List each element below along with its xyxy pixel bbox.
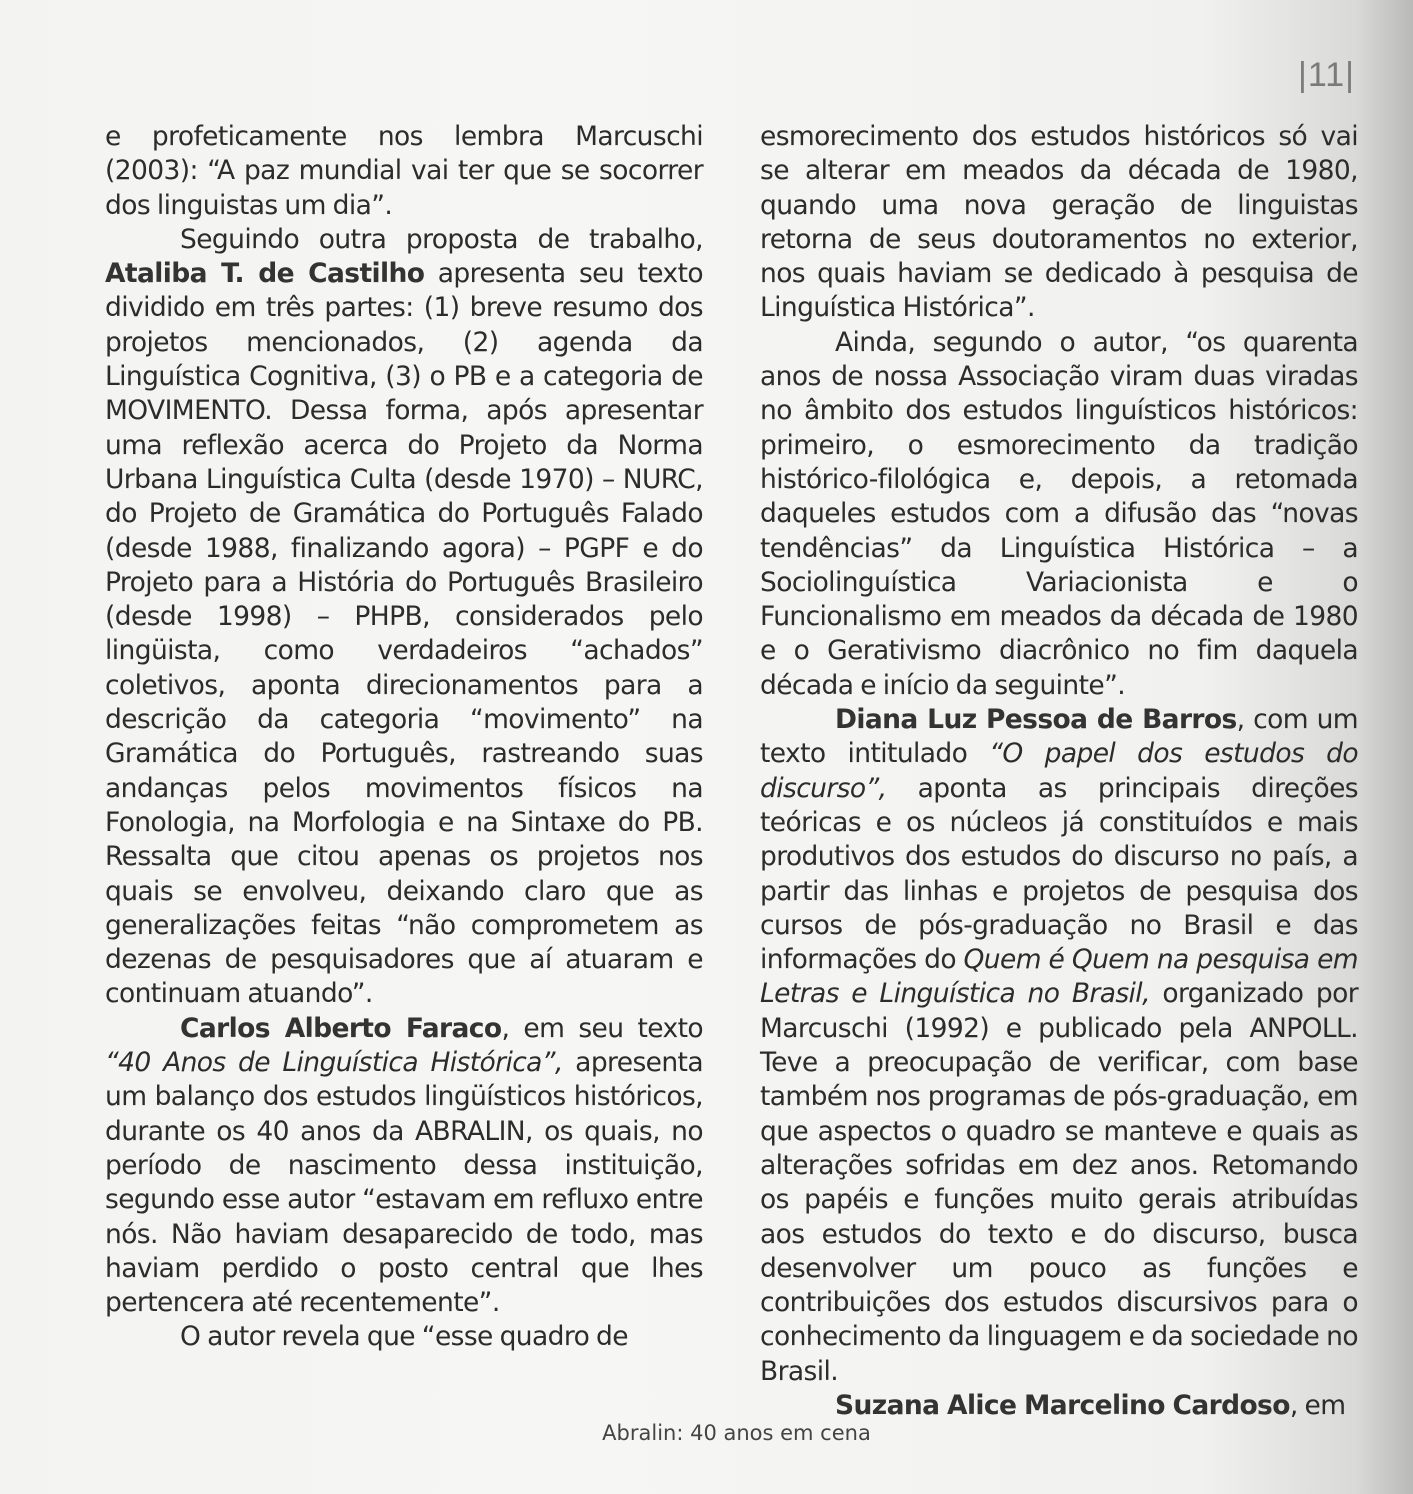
paragraph [760, 120, 1358, 326]
right-column [760, 120, 1358, 1423]
paragraph-text: esmorecimento dos estudos históricos só vai se alterar em meados da década de 1980, quando uma nova geração de linguistas retorna de seus doutoramentos no exterior, nos quais haviam se dedicado à pesquisa de Linguística Histórica”. [760, 121, 1358, 324]
page-footer [0, 1421, 1413, 1445]
paragraph-text: organizado por Marcuschi (1992) e publicado pela ANPOLL. Teve a preocupação de verificar, com base também nos programas de pós-graduação, em que aspectos o quadro se manteve e quais as alterações sofridas em dez anos. Retomando os papéis e funções muito gerais atribuídas aos estudos do texto e do discurso, busca desenvolver um pouco as funções e contribuições dos estudos discursivos para o conhecimento da linguagem e da sociedade no Brasil. [760, 978, 1359, 1387]
footer-text: Abralin: 40 anos em cena [602, 1421, 871, 1445]
paragraph [105, 223, 703, 1012]
paragraph [760, 703, 1358, 1389]
paragraph-text: apresenta um balanço dos estudos lingüísticos históricos, durante os 40 anos da ABRALIN, os quais, no período de nascimento dessa instituição, segundo esse autor “estavam em refluxo entre nós. Não haviam desaparecido de todo, mas haviam perdido o posto central que lhes pertencera até recentemente”. [105, 1047, 703, 1319]
author-name: Carlos Alberto Faraco [180, 1012, 502, 1044]
author-name: Diana Luz Pessoa de Barros [835, 704, 1237, 736]
paragraph-text: , em [1289, 1389, 1346, 1421]
work-title: Quem é Quem na pesquisa em Letras e Linguística no Brasil, [760, 944, 1358, 1010]
paragraph-text: , com um texto intitulado [760, 704, 1359, 770]
paragraph-text: , em seu texto [501, 1012, 703, 1044]
left-column [105, 120, 703, 1355]
paragraph-text: Ainda, segundo o autor, “os quarenta anos de nossa Associação viram duas viradas no âmbito dos estudos linguísticos históricos: primeiro, o esmorecimento da tradição histórico-filológica e, depois, a retomada daqueles estudos com a difusão das “novas tendências” da Linguística Histórica – a Sociolinguística Variacionista e o Funcionalismo em meados da década de 1980 e o Gerativismo diacrônico no fim daquela década e início da seguinte”. [760, 326, 1358, 701]
paragraph-text: Seguindo outra proposta de trabalho, [180, 223, 703, 255]
paragraph-text: aponta as principais direções teóricas e os núcleos já constituídos e mais produtivos dos estudos do discurso no país, a partir das linhas e projetos de pesquisa dos cursos de pós-graduação no Brasil e das informações do [760, 772, 1358, 976]
paragraph [105, 1012, 703, 1321]
paragraph [105, 120, 703, 223]
paragraph [760, 326, 1358, 703]
page-number: |11| [1298, 56, 1355, 94]
paragraph-text: O autor revela que “esse quadro de [180, 1321, 628, 1353]
paragraph [105, 1320, 703, 1354]
author-name: Ataliba T. de Castilho [105, 258, 425, 290]
paragraph [760, 1389, 1358, 1423]
work-title: “40 Anos de Linguística Histórica”, [105, 1047, 563, 1079]
work-title: “O papel dos estudos do discurso”, [760, 738, 1358, 804]
author-name: Suzana Alice Marcelino Cardoso [835, 1389, 1290, 1421]
paragraph-text: e profeticamente nos lembra Marcuschi (2003): “A paz mundial vai ter que se socorrer dos linguistas um dia”. [105, 121, 703, 221]
paragraph-text: apresenta seu texto dividido em três partes: (1) breve resumo dos projetos mencionados, (2) agenda da Linguística Cognitiva, (3) o PB e a categoria de MOVIMENTO. Dessa forma, após apresentar uma reflexão acerca do Projeto da Norma Urbana Linguística Culta (desde 1970) – NURC, do Projeto de Gramática do Português Falado (desde 1988, finalizando agora) – PGPF e do Projeto para a História do Português Brasileiro (desde 1998) – PHPB, considerados pelo lingüista, como verdadeiros “achados” coletivos, aponta direcionamentos para a descrição da categoria “movimento” na Gramática do Português, rastreando suas andanças pelos movimentos físicos na Fonologia, na Morfologia e na Sintaxe do PB. Ressalta que citou apenas os projetos nos quais se envolveu, deixando claro que as generalizações feitas “não comprometem as dezenas de pesquisadores que aí atuaram e continuam atuando”. [105, 258, 703, 1010]
